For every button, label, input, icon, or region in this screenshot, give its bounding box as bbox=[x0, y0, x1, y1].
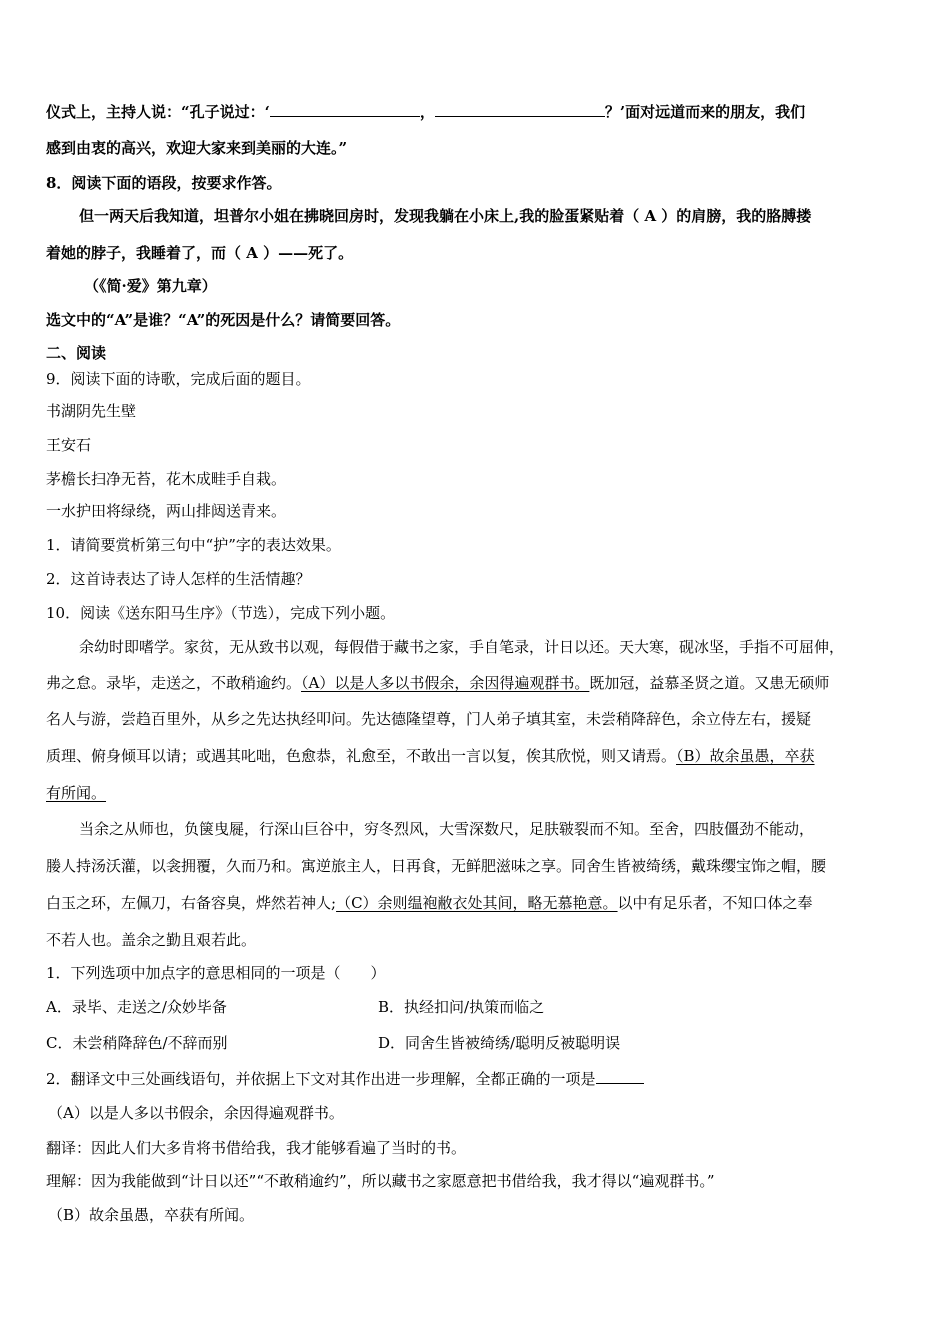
q10-subquestion-2-stem bbox=[46, 1068, 916, 1090]
q8-passage-line-2: 着她的脖子，我睡着了，而（ A ）——死了。 bbox=[46, 244, 354, 262]
q9-subquestion-2: 2．这首诗表达了诗人怎样的生活情趣？ bbox=[46, 570, 311, 588]
sentence-a-understanding: 理解：因为我能做到“计日以还”“不敢稍逾约”，所以藏书之家愿意把书借给我，我才得以“遍观群书。” bbox=[46, 1172, 715, 1190]
option-b[interactable]: B．执经扣问/执策而临之 bbox=[378, 998, 545, 1016]
underlined-sentence-b-end: 有所闻。 bbox=[46, 784, 107, 802]
fill-blank-2[interactable] bbox=[435, 102, 605, 117]
ceremony-line-2: 感到由衷的高兴，欢迎大家来到美丽的大连。” bbox=[46, 139, 348, 157]
q8-passage-line-1: 但一两天后我知道，坦普尔小姐在拂晓回房时，发现我躺在小床上,我的脸蛋紧贴着（ A ）的肩膀，我的胳膊搂 bbox=[79, 207, 812, 225]
option-d[interactable]: D．同舍生皆被绮绣/聪明反被聪明误 bbox=[378, 1034, 621, 1052]
q10-p1-line-2-end: 既加冠，益慕圣贤之道。又患无硕师 bbox=[589, 674, 830, 692]
q10-p1-line-3: 名人与游，尝趋百里外，从乡之先达执经叩问。先达德隆望尊，门人弟子填其室，未尝稍降辞色，余立侍左右，援疑 bbox=[46, 710, 812, 728]
option-c[interactable]: C．未尝稍降辞色/不辞而别 bbox=[46, 1034, 228, 1052]
q10-subquestion-2-text: 2．翻译文中三处画线语句，并依据上下文对其作出进一步理解，全都正确的一项是 bbox=[46, 1070, 596, 1088]
q8-source: （《简·爱》第九章） bbox=[84, 277, 217, 295]
section-heading: 二、阅读 bbox=[46, 344, 107, 362]
poem-author: 王安石 bbox=[46, 436, 92, 454]
q10-subquestion-1-stem: 1．下列选项中加点字的意思相同的一项是（ ） bbox=[46, 964, 386, 982]
underlined-sentence-b: （B）故余虽愚，卒获 bbox=[676, 747, 815, 765]
answer-blank[interactable] bbox=[596, 1069, 644, 1084]
q10-p2-line-3-start: 白玉之环，左佩刀，右备容臭，烨然若神人; bbox=[46, 894, 337, 912]
q8-title: 8．阅读下面的语段，按要求作答。 bbox=[46, 174, 282, 192]
sentence-a: （A）以是人多以书假余，余因得遍观群书。 bbox=[48, 1104, 344, 1122]
q9-title: 9．阅读下面的诗歌，完成后面的题目。 bbox=[46, 370, 311, 388]
q10-title: 10．阅读《送东阳马生序》（节选），完成下列小题。 bbox=[46, 604, 396, 622]
ceremony-line bbox=[46, 101, 916, 123]
q10-p2-line-3-end: 以中有足乐者，不知口体之奉 bbox=[617, 894, 813, 912]
underlined-sentence-a: （A）以是人多以书假余，余因得遍观群书。 bbox=[301, 674, 590, 692]
poem-line-1: 茅檐长扫净无苔，花木成畦手自栽。 bbox=[46, 470, 287, 488]
poem-line-2: 一水护田将绿绕，两山排闼送青来。 bbox=[46, 502, 287, 520]
q8-question: 选文中的“A”是谁？“A”的死因是什么？请简要回答。 bbox=[46, 311, 401, 329]
q10-p1-line-4 bbox=[46, 745, 916, 767]
sentence-b: （B）故余虽愚，卒获有所闻。 bbox=[48, 1206, 255, 1224]
q10-p2-line-3 bbox=[46, 892, 916, 914]
ceremony-text-end: ？’面对远道而来的朋友，我们 bbox=[604, 103, 806, 121]
fill-blank-1[interactable] bbox=[270, 102, 420, 117]
underlined-sentence-c: （C）余则缊袍敝衣处其间，略无慕艳意。 bbox=[336, 894, 618, 912]
ceremony-text-start: 仪式上，主持人说：“孔子说过：‘ bbox=[46, 103, 270, 121]
q9-subquestion-1: 1．请简要赏析第三句中“护”字的表达效果。 bbox=[46, 536, 341, 554]
q10-p2-line-2: 媵人持汤沃灌，以衾拥覆，久而乃和。寓逆旅主人，日再食，无鲜肥滋味之享。同舍生皆被绮绣，戴珠缨宝饰之帽，腰 bbox=[46, 857, 827, 875]
q10-p1-line-2 bbox=[46, 672, 916, 694]
q10-p2-line-1: 当余之从师也，负箧曳屣，行深山巨谷中，穷冬烈风，大雪深数尺，足肤皲裂而不知。至舍，四肢僵劲不能动， bbox=[79, 820, 815, 838]
q10-p1-line-2-start: 弗之怠。录毕，走送之，不敢稍逾约。 bbox=[46, 674, 302, 692]
poem-title: 书湖阴先生壁 bbox=[46, 402, 137, 420]
q10-p1-line-4-start: 质理、俯身倾耳以请；或遇其叱咄，色愈恭，礼愈至，不敢出一言以复，俟其欣悦，则又请焉。 bbox=[46, 747, 677, 765]
sentence-a-translation: 翻译：因此人们大多肯将书借给我，我才能够看遍了当时的书。 bbox=[46, 1139, 467, 1157]
q10-p2-line-4: 不若人也。盖余之勤且艰若此。 bbox=[46, 931, 257, 949]
option-a[interactable]: A．录毕、走送之/众妙毕备 bbox=[46, 998, 227, 1016]
q10-p1-line-1: 余幼时即嗜学。家贫，无从致书以观，每假借于藏书之家，手自笔录，计日以还。天大寒，砚冰坚，手指不可屈伸， bbox=[79, 638, 845, 656]
q10-p1-line-5 bbox=[46, 782, 916, 804]
ceremony-comma: ， bbox=[419, 103, 435, 121]
